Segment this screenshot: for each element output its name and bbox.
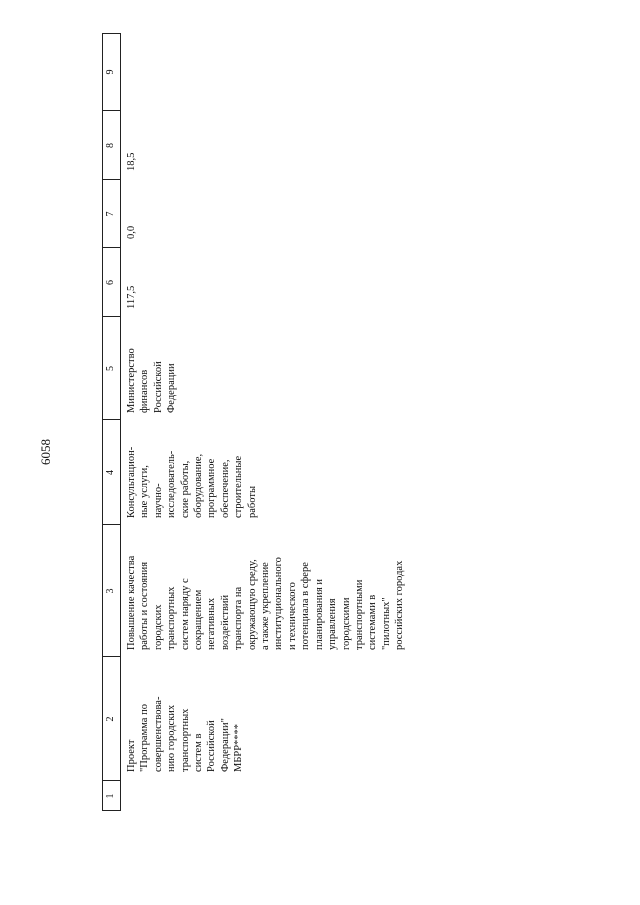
cell-work-types: Консультацион- ные услуги, научно- исследователь- ские работы, оборудование, программное обеспечение, строительные работы xyxy=(126,446,258,518)
column-header-5: 5 xyxy=(105,366,116,371)
column-header-7: 7 xyxy=(105,211,116,217)
cell-value-col-6: 117,5 xyxy=(126,285,137,309)
page-number: 6058 xyxy=(38,439,53,465)
cell-project-goal: Повышение качества работы и состояния городских транспортных систем наряду с сокращением негативных воздействий транспорта на окружающую среду, а также укрепление институционального и технического потенциала в сфере планирования и управления городскими транспортными системами в "пилотных" российских городах xyxy=(126,555,406,650)
column-header-2: 2 xyxy=(105,716,116,722)
rotated-table-area xyxy=(102,33,436,811)
column-header-6: 6 xyxy=(105,280,116,285)
cell-responsible-agency: Министерство финансов Российской Федерации xyxy=(126,348,178,413)
column-header-9: 9 xyxy=(105,69,116,75)
column-header-3: 3 xyxy=(105,588,116,594)
cell-value-col-7: 0,0 xyxy=(126,225,137,239)
column-header-8: 8 xyxy=(105,143,116,148)
column-header-1: 1 xyxy=(105,793,116,799)
cell-value-col-8: 18,5 xyxy=(126,152,137,171)
table-grid xyxy=(102,33,436,811)
table-header-rule xyxy=(120,33,121,811)
column-header-4: 4 xyxy=(105,470,116,475)
landscape-table xyxy=(102,33,436,811)
cell-project-name: Проект "Программа по совершенствова- нию городских транспортных систем в Российской Федерации" МБРР**** xyxy=(126,696,245,772)
